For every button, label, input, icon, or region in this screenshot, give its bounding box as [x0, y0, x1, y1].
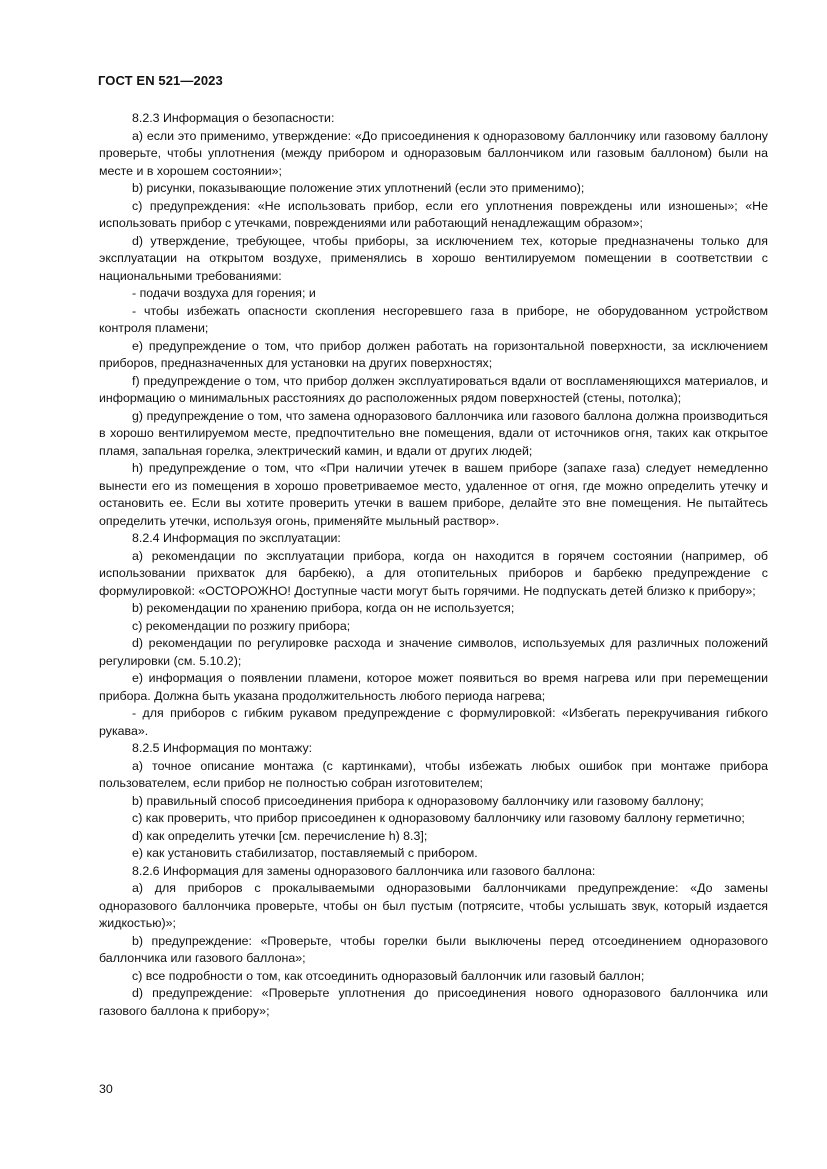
paragraph-item: c) предупреждения: «Не использовать прибор, если его уплотнения повреждены или изношены»; «Не использовать прибор с утечками, повреждениями или работающий ненадлежащим образом»;	[99, 198, 768, 230]
paragraph-item: b) рисунки, показывающие положение этих уплотнений (если это применимо);	[132, 181, 585, 195]
paragraph-item: d) как определить утечки [см. перечисление h) 8.3];	[132, 828, 428, 843]
paragraph-item: a) точное описание монтажа (с картинками), чтобы избежать любых ошибок при монтаже прибора пользователем, если прибор не полностью собран изготовителем;	[99, 758, 768, 790]
paragraph-item: - для приборов с гибким рукавом предупреждение с формулировкой: «Избегать перекручивания гибкого рукава».	[99, 706, 768, 738]
paragraph-item: b) правильный способ присоединения прибора к одноразовому баллончику или газовому баллону;	[132, 793, 704, 808]
paragraph-item: e) как установить стабилизатор, поставляемый с прибором.	[132, 846, 478, 860]
paragraph-item: e) предупреждение о том, что прибор должен работать на горизонтальной поверхности, за исключением приборов, предназначенных для установки на других поверхностях;	[99, 338, 768, 370]
section-heading-8-2-3: 8.2.3 Информация о безопасности:	[132, 111, 335, 125]
paragraph-item: c) все подробности о том, как отсоединить одноразовый баллончик или газовый баллон;	[132, 968, 645, 983]
document-header: ГОСТ EN 521—2023	[98, 73, 223, 88]
paragraph-item: - чтобы избежать опасности скопления несгоревшего газа в приборе, не оборудованном устройством контроля пламени;	[99, 303, 768, 335]
section-heading-8-2-5: 8.2.5 Информация по монтажу:	[132, 741, 313, 755]
body-text	[99, 110, 768, 1020]
section-heading-8-2-4: 8.2.4 Информация по эксплуатации:	[132, 531, 341, 545]
paragraph-item: - подачи воздуха для горения; и	[132, 286, 316, 300]
paragraph-item: b) рекомендации по хранению прибора, когда он не используется;	[132, 601, 515, 615]
page-number: 30	[99, 1082, 113, 1096]
paragraph-item: d) предупреждение: «Проверьте уплотнения до присоединения нового одноразового баллончика или газового баллона к прибору»;	[99, 986, 768, 1018]
paragraph-item: b) предупреждение: «Проверьте, чтобы горелки были выключены перед отсоединением одноразового баллончика или газового баллона»;	[99, 933, 768, 965]
paragraph-item: c) как проверить, что прибор присоединен к одноразовому баллончику или газовому баллону герметично;	[132, 811, 745, 825]
paragraph-item: a) для приборов с прокалываемыми одноразовыми баллончиками предупреждение: «До замены одноразового баллончика проверьте, чтобы он был пустым (потрясите, чтобы услышать звук, который издается жидкостью)»;	[99, 881, 768, 930]
paragraph-item: a) рекомендации по эксплуатации прибора, когда он находится в горячем состоянии (например, об использовании прихваток для барбекю), а для отопительных приборов и барбекю предупреждение с формулировкой: «ОСТОРОЖНО! Доступные части могут быть горячими. Не подпускать детей близко к прибору»;	[99, 548, 768, 598]
section-heading-8-2-6: 8.2.6 Информация для замены одноразового баллончика или газового баллона:	[132, 863, 596, 878]
paragraph-item: g) предупреждение о том, что замена одноразового баллончика или газового баллона должна производиться в хорошо вентилируемом месте, предпочтительно вне помещения, вдали от источников огня, таких как открытое пламя, запальная горелка, электрический камин, и вдали от других людей;	[99, 408, 768, 458]
paragraph-item: d) рекомендации по регулировке расхода и значение символов, используемых для различных положений регулировки (см. 5.10.2);	[99, 636, 768, 668]
paragraph-item: d) утверждение, требующее, чтобы приборы, за исключением тех, которые предназначены только для эксплуатации на открытом воздухе, применялись в хорошо вентилируемом помещении в соответствии с национальными требованиями:	[99, 233, 768, 283]
paragraph-item: e) информация о появлении пламени, которое может появиться во время нагрева или при перемещении прибора. Должна быть указана продолжительность любого периода нагрева;	[99, 671, 768, 703]
paragraph-item: c) рекомендации по розжигу прибора;	[132, 618, 351, 633]
paragraph-item: a) если это применимо, утверждение: «До присоединения к одноразовому баллончику или газовому баллону проверьте, чтобы уплотнения (между прибором и одноразовым баллончиком или газовым баллоном) были на месте и в хорошем состоянии»;	[99, 128, 768, 178]
paragraph-item: f) предупреждение о том, что прибор должен эксплуатироваться вдали от воспламеняющихся материалов, и информацию о минимальных расстояниях до расположенных рядом поверхностей (стены, потолка);	[99, 373, 768, 405]
paragraph-item: h) предупреждение о том, что «При наличии утечек в вашем приборе (запахе газа) следует немедленно вынести его из помещения в хорошо проветриваемое место, удаленное от огня, где можно определить утечку и остановить ее. Если вы хотите проверить утечки в вашем приборе, делайте это вне помещения. Не пытайтесь определить утечки, используя огонь, применяйте мыльный раствор».	[99, 461, 768, 528]
